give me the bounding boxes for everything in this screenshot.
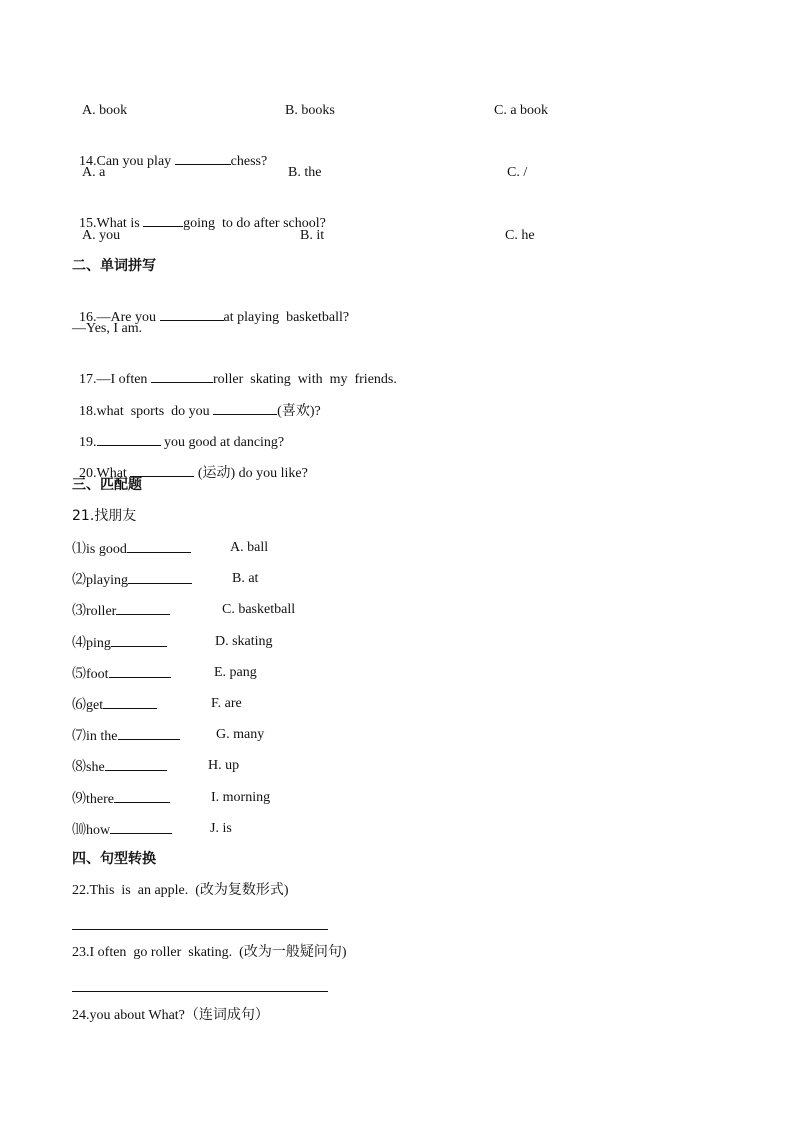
q20-prefix: 20.What xyxy=(79,466,131,481)
match-row xyxy=(72,789,170,809)
q15-prefix: 15.What is xyxy=(79,216,144,231)
q16-prefix: 16.—Are you xyxy=(79,310,160,325)
q13-option-b: B. books xyxy=(285,103,335,118)
match-row xyxy=(72,820,172,840)
match-left-term: ⑷ping xyxy=(72,635,111,651)
q19-blank[interactable] xyxy=(97,432,161,446)
q19-prefix: 19. xyxy=(79,435,97,450)
q20-blank[interactable] xyxy=(130,463,194,477)
match-row xyxy=(72,695,157,715)
match-blank[interactable] xyxy=(109,664,171,678)
q15-option-c: C. he xyxy=(505,228,535,243)
q15-suffix: going to do after school? xyxy=(183,216,326,231)
section-heading-transform: 四、句型转换 xyxy=(72,851,156,867)
match-blank[interactable] xyxy=(111,633,167,647)
match-right-option: D. skating xyxy=(215,633,273,649)
match-left-term: ⑽how xyxy=(72,822,111,838)
q15-option-b: B. it xyxy=(300,228,325,243)
match-right-option: I. morning xyxy=(211,789,271,805)
match-blank[interactable] xyxy=(128,570,192,584)
q19-suffix: you good at dancing? xyxy=(160,435,285,450)
match-left-term: ⑼there xyxy=(72,791,114,807)
q17-suffix: roller skating with my friends. xyxy=(212,372,397,387)
match-left-term: ⑻she xyxy=(72,760,105,776)
match-row xyxy=(72,633,167,653)
q15-option-a: A. you xyxy=(82,228,121,243)
section-heading-spelling: 二、单词拼写 xyxy=(72,258,156,274)
q13-option-c: C. a book xyxy=(494,103,549,118)
section-heading-matching: 三、匹配题 xyxy=(72,477,142,493)
match-blank[interactable] xyxy=(118,726,180,740)
match-row xyxy=(72,601,170,621)
q14-option-a: A. a xyxy=(82,165,106,180)
match-left-term: ⑹get xyxy=(72,698,104,713)
match-blank[interactable] xyxy=(105,757,167,771)
q17-prefix: 17.—I often xyxy=(79,372,151,387)
match-left-term: ⑵playing xyxy=(72,573,128,589)
q15-blank[interactable] xyxy=(143,213,183,227)
match-right-option: J. is xyxy=(210,820,232,836)
q22-answer-line[interactable] xyxy=(72,929,328,930)
match-right-option: C. basketball xyxy=(222,602,296,618)
question-22: 22.This is an apple. (改为复数形式) xyxy=(72,883,289,898)
q16-suffix: at playing basketball? xyxy=(223,310,350,325)
match-left-term: ⑴is good xyxy=(72,542,127,557)
match-row xyxy=(72,757,167,777)
question-21-title: 21.找朋友 xyxy=(72,508,137,524)
q13-option-a: A. book xyxy=(82,103,128,118)
q18-blank[interactable] xyxy=(213,401,277,415)
match-blank[interactable] xyxy=(103,695,157,709)
question-24: 24.you about What?（连词成句） xyxy=(72,1008,269,1023)
match-row xyxy=(72,726,180,746)
match-left-term: ⑺in the xyxy=(72,729,118,745)
q23-answer-line[interactable] xyxy=(72,991,328,992)
match-right-option: A. ball xyxy=(230,540,269,555)
match-right-option: H. up xyxy=(208,758,240,774)
match-blank[interactable] xyxy=(116,601,170,615)
match-right-option: G. many xyxy=(216,727,265,743)
q20-suffix: (运动) do you like? xyxy=(194,466,308,481)
q14-prefix: 14.Can you play xyxy=(79,154,175,169)
q17-blank[interactable] xyxy=(151,369,213,383)
match-row xyxy=(72,570,192,590)
match-right-option: B. at xyxy=(232,571,259,587)
q18-prefix: 18.what sports do you xyxy=(79,404,214,419)
q16-blank[interactable] xyxy=(160,307,224,321)
match-left-term: ⑸foot xyxy=(72,666,109,682)
match-blank[interactable] xyxy=(110,820,172,834)
match-right-option: F. are xyxy=(211,696,242,711)
match-right-option: E. pang xyxy=(214,664,257,680)
q14-suffix: chess? xyxy=(230,154,268,169)
match-row xyxy=(72,664,171,684)
q14-option-b: B. the xyxy=(288,165,322,180)
match-blank[interactable] xyxy=(114,789,170,803)
q18-suffix: (喜欢)? xyxy=(277,404,321,419)
match-left-term: ⑶roller xyxy=(72,604,117,620)
match-row xyxy=(72,539,191,559)
match-blank[interactable] xyxy=(127,539,191,553)
q14-blank[interactable] xyxy=(175,151,231,165)
question-23: 23.I often go roller skating. (改为一般疑问句) xyxy=(72,945,347,960)
q14-option-c: C. / xyxy=(507,165,528,180)
q16-reply: —Yes, I am. xyxy=(72,321,143,336)
